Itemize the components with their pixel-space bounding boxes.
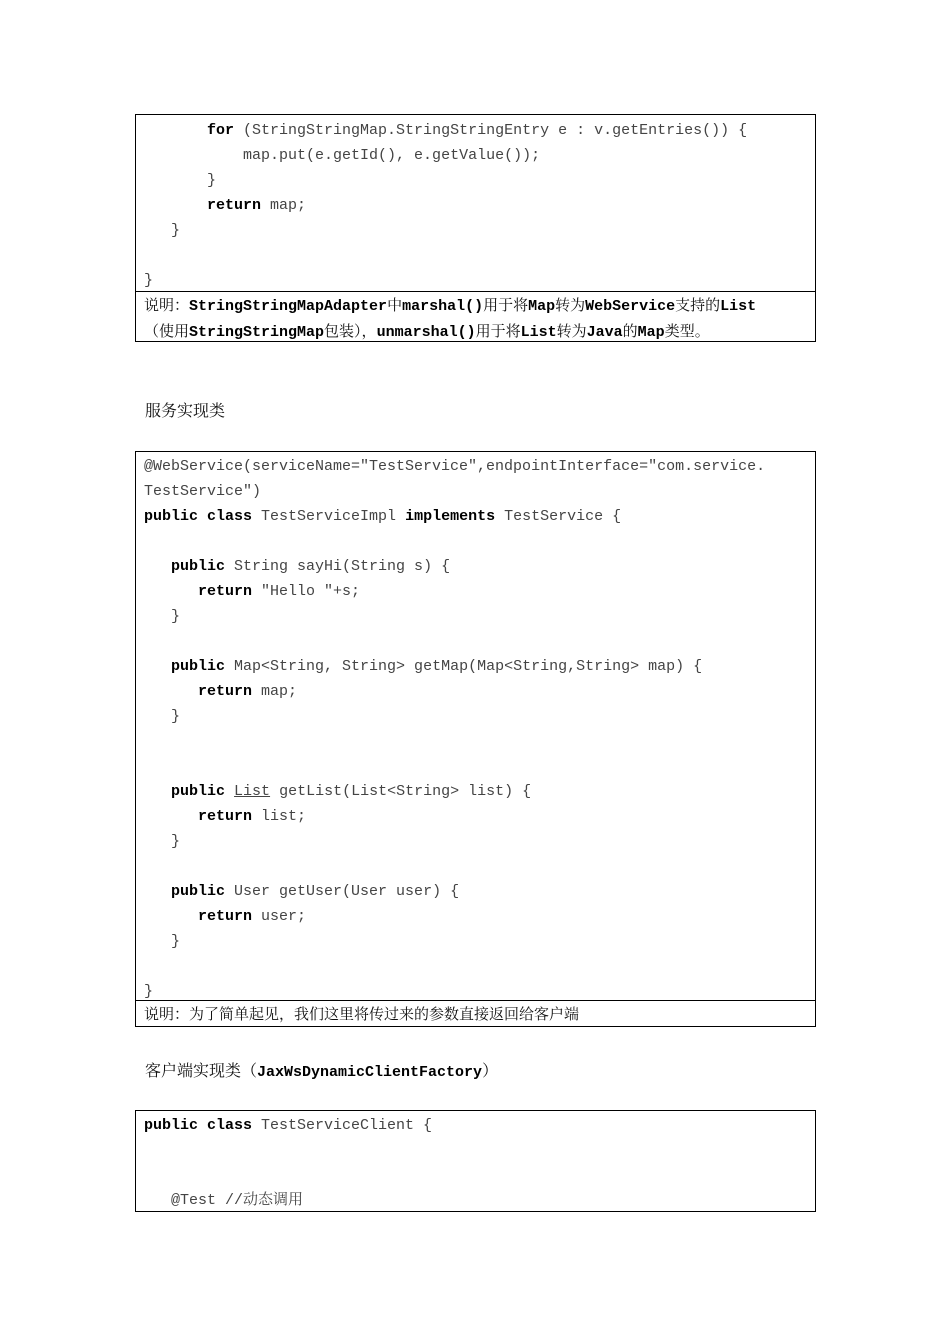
code-line xyxy=(144,529,807,554)
code-line xyxy=(144,854,807,879)
code-line: } xyxy=(207,172,217,189)
code-line: public class TestServiceImpl implements TestService { xyxy=(144,508,622,525)
code-block-service-impl xyxy=(135,451,816,1027)
code-body xyxy=(136,452,815,1004)
code-line: } xyxy=(171,708,181,725)
code-line: for (StringStringMap.StringStringEntry e : v.getEntries()) { xyxy=(207,122,748,139)
code-body xyxy=(136,115,815,293)
code-line xyxy=(144,1163,807,1188)
code-line: return user; xyxy=(198,908,307,925)
code-line xyxy=(144,243,807,268)
code-line: public String sayHi(String s) { xyxy=(171,558,451,575)
code-line: @WebService(serviceName="TestService",endpointInterface="com.service. xyxy=(144,458,766,475)
service-impl-note: 说明：为了简单起见，我们这里将传过来的参数直接返回给客户端 xyxy=(136,1000,815,1029)
code-line: public User getUser(User user) { xyxy=(171,883,460,900)
adapter-note: 说明：StringStringMapAdapter中marshal()用于将Map转为WebService支持的List （使用StringStringMap包装），unmarshal()用于将List转为Java的Map类型。 xyxy=(136,291,815,347)
code-block-client xyxy=(135,1110,816,1212)
code-line: } xyxy=(171,833,181,850)
code-line xyxy=(144,954,807,979)
code-line: return map; xyxy=(207,197,307,214)
code-line xyxy=(144,754,807,779)
code-line xyxy=(144,729,807,754)
code-line: return map; xyxy=(198,683,298,700)
code-line: } xyxy=(171,608,181,625)
code-line: TestService") xyxy=(144,483,262,500)
code-line xyxy=(144,1138,807,1163)
code-line: return list; xyxy=(198,808,307,825)
code-body xyxy=(136,1111,815,1213)
section-heading-service-impl: 服务实现类 xyxy=(145,401,226,420)
code-line: } xyxy=(171,933,181,950)
code-block-adapter xyxy=(135,114,816,342)
code-line xyxy=(144,629,807,654)
section-heading-client: 客户端实现类（JaxWsDynamicClientFactory） xyxy=(145,1061,499,1081)
code-line: map.put(e.getId(), e.getValue()); xyxy=(243,147,541,164)
code-line: public class TestServiceClient { xyxy=(144,1117,433,1134)
code-line: public Map<String, String> getMap(Map<String,String> map) { xyxy=(171,658,703,675)
code-line: } xyxy=(144,272,154,289)
code-line: } xyxy=(144,983,154,1000)
code-line: public List getList(List<String> list) { xyxy=(171,783,532,800)
code-line: @Test //动态调用 xyxy=(171,1192,304,1209)
code-line: } xyxy=(171,222,181,239)
code-line: return "Hello "+s; xyxy=(198,583,361,600)
